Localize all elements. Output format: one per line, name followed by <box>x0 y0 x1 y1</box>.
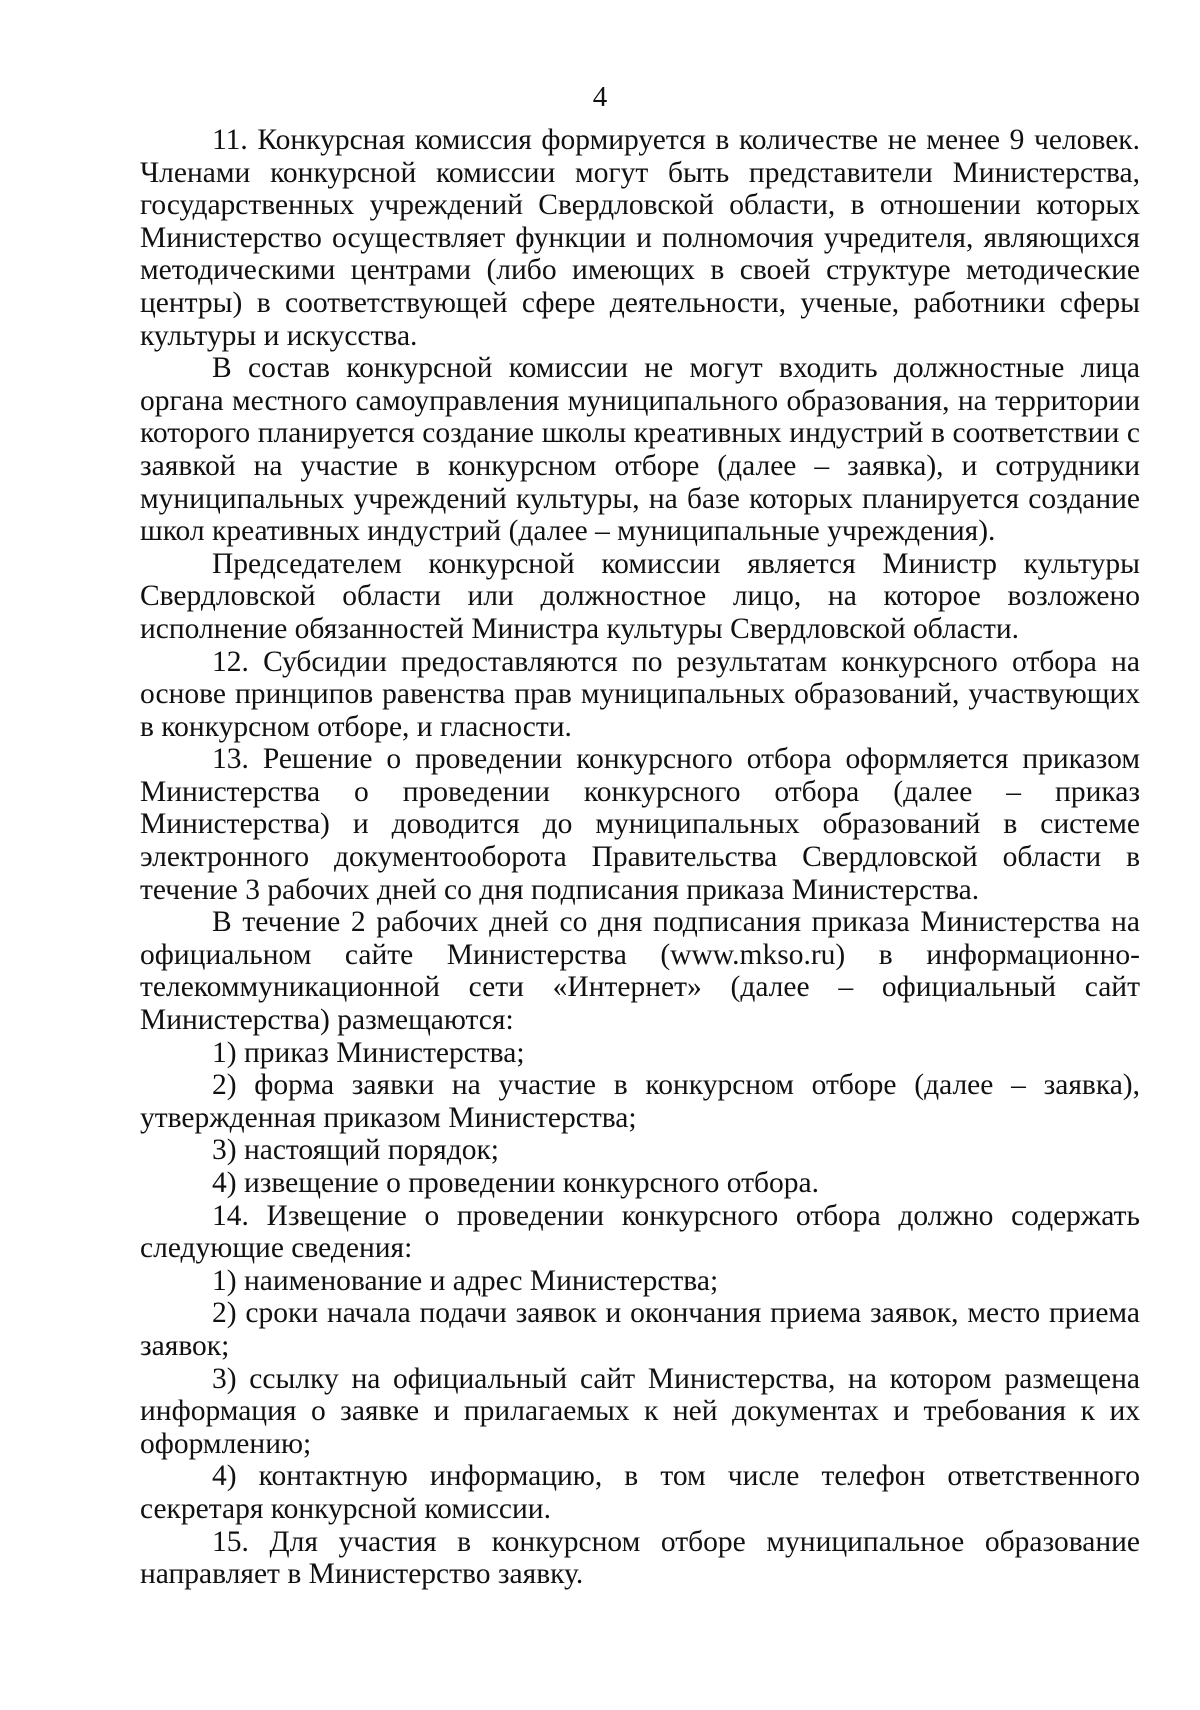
paragraph-13: 13. Решение о проведении конкурсного отбора оформляется приказом Министерства о проведении конкурсного отбора (далее – приказ Министерства) и доводится до муниципальных образований в системе электронного документооборота Правительства Свердловской области в течение 3 рабочих дней со дня подписания приказа Министерства. <box>140 743 1140 906</box>
document-body <box>140 124 1140 1591</box>
paragraph-commission-chair: Председателем конкурсной комиссии является Министр культуры Свердловской области или должностное лицо, на которое возложено исполнение обязанностей Министра культуры Свердловской области. <box>140 547 1140 645</box>
paragraph-15: 15. Для участия в конкурсном отборе муниципальное образование направляет в Министерство заявку. <box>140 1525 1140 1591</box>
paragraph-14: 14. Извещение о проведении конкурсного отбора должно содержать следующие сведения: <box>140 1199 1140 1265</box>
paragraph-commission-composition: В состав конкурсной комиссии не могут входить должностные лица органа местного самоуправления муниципального образования, на территории которого планируется создание школы креативных индустрий в соответствии с заявкой на участие в конкурсном отборе (далее – заявка), и сотрудники муниципальных учреждений культуры, на базе которых планируется создание школ креативных индустрий (далее – муниципальные учреждения). <box>140 352 1140 548</box>
list-item: 4) контактную информацию, в том числе телефон ответственного секретаря конкурсной комиссии. <box>140 1460 1140 1525</box>
paragraph-website-publication: В течение 2 рабочих дней со дня подписания приказа Министерства на официальном сайте Министерства (www.mkso.ru) в информационно-телекоммуникационной сети «Интернет» (далее – официальный сайт Министерства) размещаются: <box>140 906 1140 1037</box>
list-item: 2) сроки начала подачи заявок и окончания приема заявок, место приема заявок; <box>140 1297 1140 1362</box>
list-item: 3) настоящий порядок; <box>212 1134 499 1167</box>
list-item: 4) извещение о проведении конкурсного отбора. <box>212 1167 819 1199</box>
paragraph-11: 11. Конкурсная комиссия формируется в количестве не менее 9 человек. Членами конкурсной комиссии могут быть представители Министерства, государственных учреждений Свердловской области, в отношении которых Министерство осуществляет функции и полномочия учредителя, являющихся методическими центрами (либо имеющих в своей структуре методические центры) в соответствующей сфере деятельности, ученые, работники сферы культуры и искусства. <box>140 124 1140 352</box>
page-number: 4 <box>592 81 608 113</box>
paragraph-12: 12. Субсидии предоставляются по результатам конкурсного отбора на основе принципов равенства прав муниципальных образований, участвующих в конкурсном отборе, и гласности. <box>140 645 1140 743</box>
list-item: 3) ссылку на официальный сайт Министерства, на котором размещена информация о заявке и прилагаемых к ней документах и требования к их оформлению; <box>140 1362 1140 1460</box>
list-item: 2) форма заявки на участие в конкурсном отборе (далее – заявка), утвержденная приказом Министерства; <box>140 1069 1140 1134</box>
list-item: 1) приказ Министерства; <box>212 1036 525 1069</box>
list-item: 1) наименование и адрес Министерства; <box>212 1264 719 1297</box>
